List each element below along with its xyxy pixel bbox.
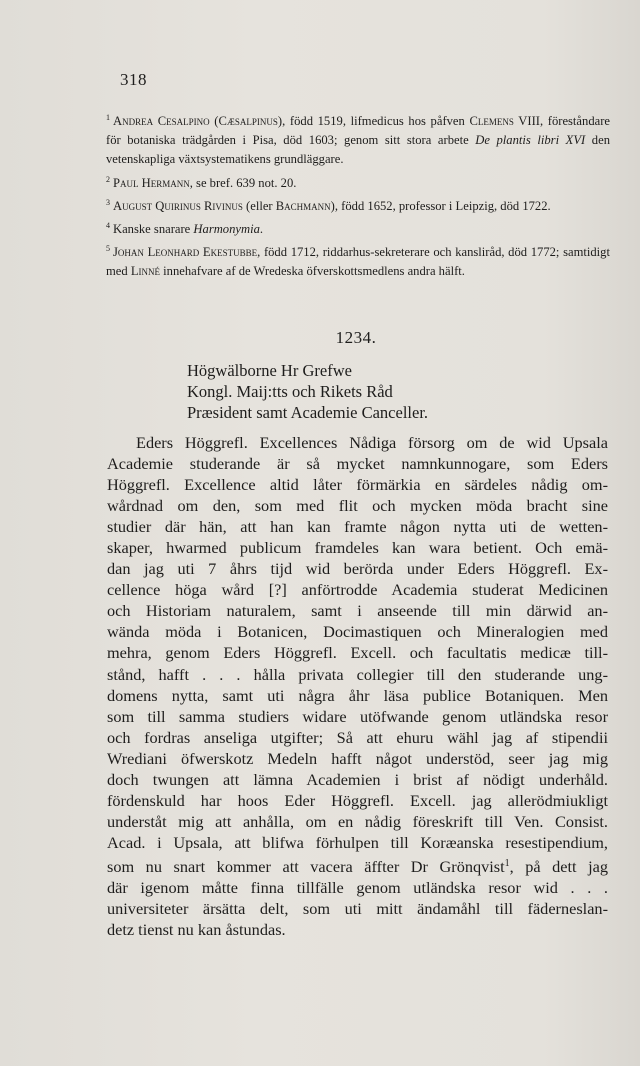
address-line: Kongl. Maij:tts och Rikets Råd — [187, 382, 393, 401]
footnote-text: . — [259, 222, 264, 237]
footnote-text: den vetenskapliga växtsystematikens grundläggare. — [106, 133, 610, 167]
footnotes — [106, 108, 610, 282]
footnote-reference: 1 — [504, 857, 510, 869]
body-line: detz tienst nu kan åstundas. — [107, 920, 286, 940]
address-line: Högwälborne Hr Grefwe — [187, 361, 352, 380]
body-line: och fordras anseliga utgifter; Så att ehuru wähl jag af stipendii — [107, 727, 608, 747]
footnote-1 — [106, 108, 610, 170]
person-name: Paul Hermann — [113, 175, 190, 190]
body-line-with-footnote — [107, 853, 608, 877]
footnote-4 — [106, 216, 610, 239]
body-line: Wrediani öfwerskotz Medeln hafft något understöd, seer jag mig — [107, 748, 608, 768]
footnote-mark: 5 — [106, 244, 110, 254]
body-line: skaper, hwarmed publicum framdeles kan wara betient. Och emä- — [107, 538, 608, 558]
footnote-2 — [106, 170, 610, 193]
letter-number: 1234. — [335, 328, 377, 347]
body-line-text: , på dett jag — [509, 856, 608, 876]
body-line: dan jag uti 7 åhrs tijd wid berörda under Eders Höggrefl. Ex- — [107, 559, 608, 579]
person-name: Andrea Cesalpino — [113, 114, 210, 128]
page-number: 318 — [120, 70, 147, 89]
footnote-text: , se bref. 639 not. 20. — [189, 175, 297, 190]
footnote-mark: 2 — [106, 174, 110, 184]
body-line: domens nytta, samt uti några åhr läsa publice Botaniquen. Men — [107, 685, 608, 705]
body-line: och Historiam naturalem, samt i anseende till min därwid an- — [107, 601, 608, 621]
body-line: fördenskuld har hoos Eder Höggrefl. Excell. jag allerödmiukligt — [107, 790, 608, 810]
footnote-mark: 4 — [106, 221, 110, 231]
footnote-text: Kanske snarare — [113, 222, 194, 237]
footnote-3 — [106, 193, 610, 216]
body-line: som till samma studiers widare utöfwande genom utländska resor — [107, 706, 608, 726]
footnote-text: , född 1712, riddarhus-sekreterare och kansliråd, död 1772; samtidigt med — [106, 245, 610, 279]
footnote-text: (eller — [242, 198, 276, 213]
footnote-text: VIII, föreståndare för botaniska trädgården i Pisa, död 1603; genom sitt stora arbete — [106, 114, 610, 148]
person-latin-name: (Cæsalpinus) — [214, 114, 283, 128]
work-title: Harmonymia — [193, 222, 260, 237]
body-line: Eders Höggrefl. Excellences Nådiga försorg om de wid Upsala — [136, 433, 608, 452]
body-line: universiteter ärsätta delt, som uti mitt ändamåhl till fäderneslan- — [107, 899, 608, 919]
footnote-mark: 3 — [106, 197, 110, 207]
body-line: cellence höga wård [?] anförtrodde Academia studerat Medicinen — [107, 580, 608, 600]
footnote-mark: 1 — [106, 113, 110, 122]
letter-body — [107, 432, 608, 940]
person-name: Clemens — [469, 114, 514, 128]
person-name: August Quirinus Rivinus — [113, 198, 243, 213]
person-name: Johan Leonhard Ekestubbe — [113, 245, 258, 260]
body-line: wända möda i Botanicen, Docimastiquen och Mineralogien med — [107, 622, 608, 642]
body-line: underståt mig att anhålla, om en nådig föreskrift till Ven. Consist. — [107, 811, 608, 831]
body-line: wårdnad om den, som med flit och mycken möda bracht sine — [107, 496, 608, 516]
person-name: Linné — [130, 264, 161, 279]
body-line: stånd, hafft . . . hålla privata collegier till den studerande ung- — [107, 664, 608, 684]
body-line: doch twungen att lämna Academien i brist af nödigt underhåld. — [107, 769, 608, 789]
body-line: studier där hän, att han kan framte någon nytta uti de wetten- — [107, 517, 608, 537]
person-name: Bachmann — [275, 198, 331, 213]
body-line: mehra, genom Eders Höggrefl. Excell. och facultatis medicæ till- — [107, 643, 608, 663]
body-line: Academie studerande är så mycket namnkunnogare, som Eders — [107, 454, 608, 474]
footnote-text: ), född 1652, professor i Leipzig, död 1722. — [330, 198, 551, 213]
footnote-text: , född 1519, lifmedicus hos påfven — [282, 114, 470, 128]
body-line: Acad. i Upsala, att blifwa förhulpen till Koræanska resestipendium, — [107, 832, 608, 852]
address-line: Præsident samt Academie Canceller. — [187, 403, 429, 422]
letter-address — [187, 360, 428, 423]
footnote-5 — [106, 239, 610, 281]
body-line: Höggrefl. Excellence altid låter förmärkia en särdeles nådig om- — [107, 475, 608, 495]
work-title: De plantis libri XVI — [475, 133, 586, 148]
body-line-text: som nu snart kommer att vacera äffter Dr Grönqvist — [107, 856, 505, 876]
body-line: där igenom måtte finna tillfälle genom utländska resor wid . . . — [107, 877, 608, 897]
footnote-text: innehafvare af de Wredeska öfverskottsmedlens andra hälft. — [160, 264, 465, 279]
